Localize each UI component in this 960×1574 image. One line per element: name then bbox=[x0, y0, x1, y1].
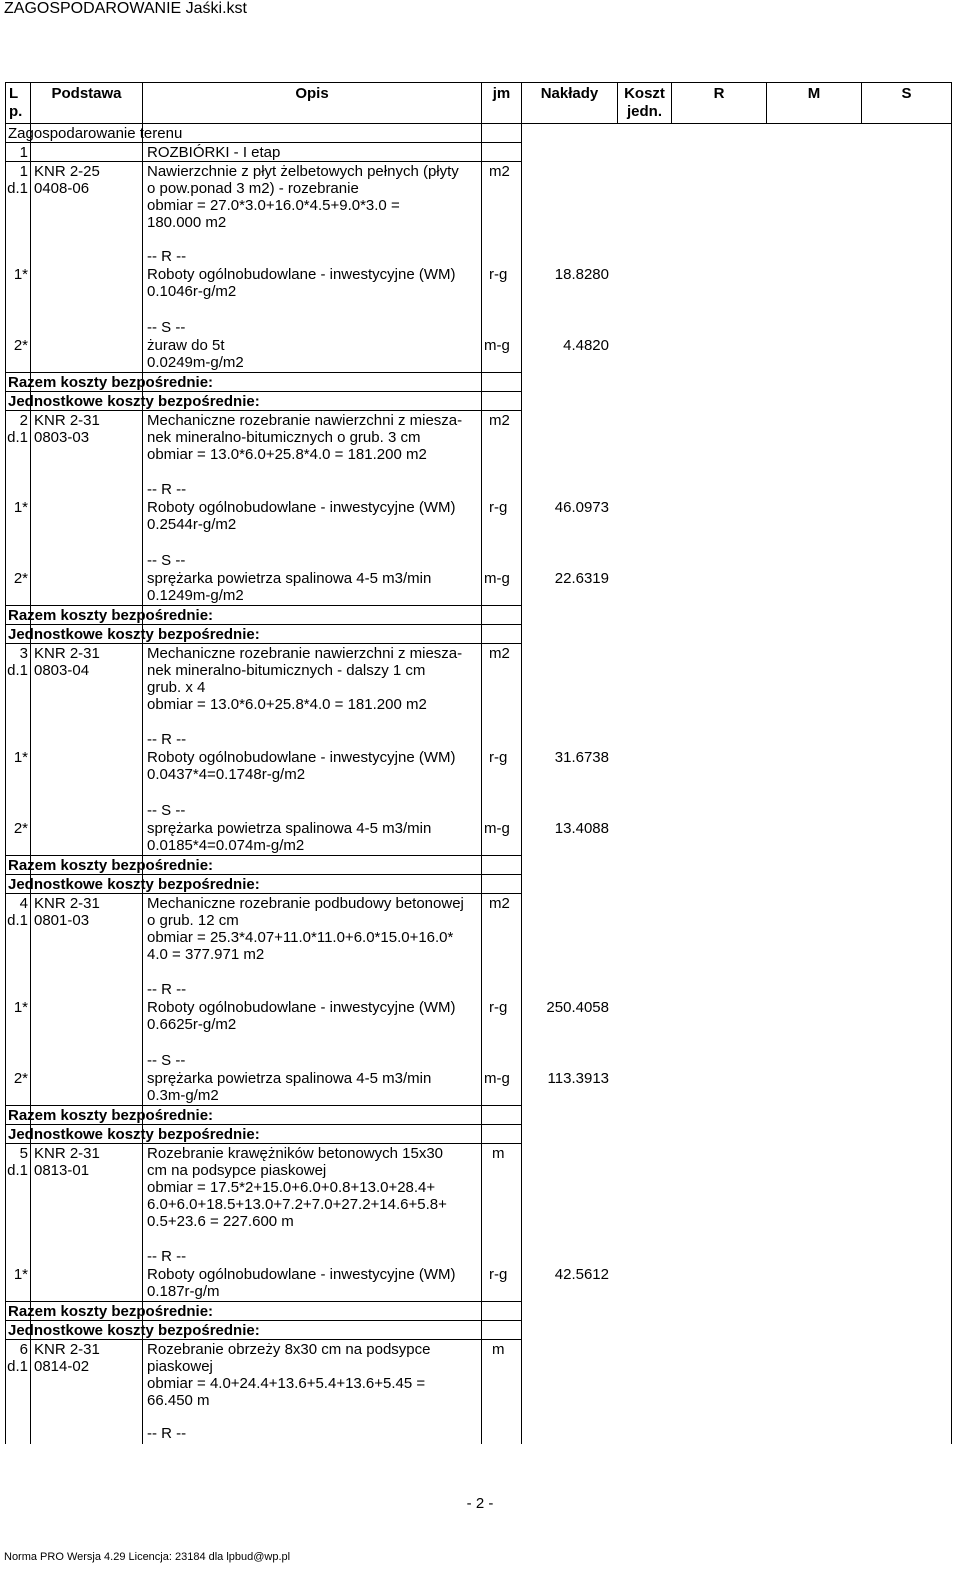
position-number: 3 bbox=[19, 645, 28, 662]
row-divider bbox=[6, 1339, 521, 1340]
position-d: d.1 bbox=[7, 429, 28, 446]
position-basis: KNR 2-31 bbox=[34, 645, 100, 662]
r-lp: 1* bbox=[13, 266, 28, 283]
s-unit: m-g bbox=[484, 820, 510, 837]
position-description: obmiar = 13.0*6.0+25.8*4.0 = 181.200 m2 bbox=[147, 446, 427, 463]
jednostkowe-label: Jednostkowe koszty bezpośrednie: bbox=[8, 1126, 260, 1143]
position-description: Rozebranie krawężników betonowych 15x30 bbox=[147, 1145, 444, 1162]
row-divider bbox=[6, 1124, 521, 1125]
header-r: R bbox=[713, 85, 725, 102]
row-divider bbox=[6, 391, 521, 392]
position-basis-code: 0803-04 bbox=[34, 662, 90, 679]
r-lp: 1* bbox=[13, 999, 28, 1016]
r-unit: r-g bbox=[489, 266, 508, 283]
r-norm: 0.6625r-g/m2 bbox=[147, 1016, 237, 1033]
position-description: Nawierzchnie z płyt żelbetowych pełnych (płyty bbox=[147, 163, 459, 180]
section-stage: ROZBIÓRKI - I etap bbox=[147, 144, 281, 161]
jednostkowe-label: Jednostkowe koszty bezpośrednie: bbox=[8, 876, 260, 893]
position-description: cm na podsypce piaskowej bbox=[147, 1162, 327, 1179]
s-naklady: 4.4820 bbox=[563, 337, 609, 354]
row-divider bbox=[6, 1301, 521, 1302]
s-lp: 2* bbox=[13, 1070, 28, 1087]
header-koszt-2: jedn. bbox=[626, 103, 662, 120]
row-divider bbox=[6, 1320, 521, 1321]
position-description: o grub. 12 cm bbox=[147, 912, 239, 929]
r-name: Roboty ogólnobudowlane - inwestycyjne (WM) bbox=[147, 266, 456, 283]
r-lp: 1* bbox=[13, 499, 28, 516]
row-divider bbox=[6, 874, 521, 875]
r-naklady: 18.8280 bbox=[554, 266, 609, 283]
position-description: 6.0+6.0+18.5+13.0+7.2+7.0+27.2+14.6+5.8+ bbox=[147, 1196, 447, 1213]
razem-label: Razem koszty bezpośrednie: bbox=[8, 607, 214, 624]
row-divider bbox=[6, 372, 521, 373]
row-divider bbox=[6, 1105, 521, 1106]
position-unit: m2 bbox=[489, 163, 510, 180]
position-description: 0.5+23.6 = 227.600 m bbox=[147, 1213, 294, 1230]
r-norm: 0.187r-g/m bbox=[147, 1283, 220, 1300]
r-unit: r-g bbox=[489, 999, 508, 1016]
s-unit: m-g bbox=[484, 1070, 510, 1087]
r-norm: 0.0437*4=0.1748r-g/m2 bbox=[147, 766, 306, 783]
s-lp: 2* bbox=[13, 820, 28, 837]
s-marker: -- S -- bbox=[147, 319, 186, 336]
r-lp: 1* bbox=[13, 749, 28, 766]
position-description: obmiar = 4.0+24.4+13.6+5.4+13.6+5.45 = bbox=[147, 1375, 426, 1392]
r-unit: r-g bbox=[489, 499, 508, 516]
header-jm: jm bbox=[492, 85, 511, 102]
s-name: sprężarka powietrza spalinowa 4-5 m3/min bbox=[147, 570, 432, 587]
position-unit: m2 bbox=[489, 645, 510, 662]
row-divider bbox=[6, 855, 521, 856]
r-naklady: 250.4058 bbox=[546, 999, 609, 1016]
row-divider bbox=[6, 410, 521, 411]
position-basis: KNR 2-31 bbox=[34, 1145, 100, 1162]
r-naklady: 46.0973 bbox=[554, 499, 609, 516]
jednostkowe-label: Jednostkowe koszty bezpośrednie: bbox=[8, 626, 260, 643]
position-description: Rozebranie obrzeży 8x30 cm na podsypce bbox=[147, 1341, 431, 1358]
document-title: ZAGOSPODAROWANIE Jaśki.kst bbox=[4, 0, 247, 17]
cost-estimate-table bbox=[5, 82, 952, 1444]
position-description: 66.450 m bbox=[147, 1392, 210, 1409]
row-divider bbox=[6, 605, 521, 606]
s-norm: 0.3m-g/m2 bbox=[147, 1087, 219, 1104]
position-d: d.1 bbox=[7, 662, 28, 679]
position-number: 5 bbox=[19, 1145, 28, 1162]
s-naklady: 113.3913 bbox=[547, 1070, 609, 1087]
page-number: - 2 - bbox=[466, 1495, 494, 1512]
r-marker: -- R -- bbox=[147, 1248, 187, 1265]
s-unit: m-g bbox=[484, 570, 510, 587]
s-lp: 2* bbox=[13, 337, 28, 354]
r-marker: -- R -- bbox=[147, 481, 187, 498]
s-norm: 0.1249m-g/m2 bbox=[147, 587, 244, 604]
position-description: obmiar = 17.5*2+15.0+6.0+0.8+13.0+28.4+ bbox=[147, 1179, 436, 1196]
section-title: Zagospodarowanie terenu bbox=[8, 125, 183, 142]
header-opis: Opis bbox=[295, 85, 329, 102]
r-unit: r-g bbox=[489, 1266, 508, 1283]
s-marker: -- S -- bbox=[147, 802, 186, 819]
r-name: Roboty ogólnobudowlane - inwestycyjne (WM) bbox=[147, 1266, 456, 1283]
row-divider bbox=[6, 142, 521, 143]
position-description: grub. x 4 bbox=[147, 679, 206, 696]
s-name: sprężarka powietrza spalinowa 4-5 m3/min bbox=[147, 1070, 432, 1087]
razem-label: Razem koszty bezpośrednie: bbox=[8, 1303, 214, 1320]
position-description: piaskowej bbox=[147, 1358, 213, 1375]
position-description: o pow.ponad 3 m2) - rozebranie bbox=[147, 180, 359, 197]
r-lp: 1* bbox=[13, 1266, 28, 1283]
s-naklady: 22.6319 bbox=[554, 570, 609, 587]
position-number: 2 bbox=[19, 412, 28, 429]
position-basis-code: 0801-03 bbox=[34, 912, 90, 929]
software-footer: Norma PRO Wersja 4.29 Licencja: 23184 dla lpbud@wp.pl bbox=[4, 1551, 291, 1563]
position-basis-code: 0408-06 bbox=[34, 180, 90, 197]
header-koszt: Koszt bbox=[624, 85, 665, 102]
header-s: S bbox=[901, 85, 912, 102]
r-norm: 0.2544r-g/m2 bbox=[147, 516, 237, 533]
position-unit: m bbox=[492, 1341, 505, 1358]
position-d: d.1 bbox=[7, 1162, 28, 1179]
header-naklady: Nakłady bbox=[540, 85, 599, 102]
position-basis-code: 0813-01 bbox=[34, 1162, 90, 1179]
s-unit: m-g bbox=[484, 337, 510, 354]
column-divider bbox=[481, 82, 482, 1444]
row-divider bbox=[6, 893, 521, 894]
position-description: Mechaniczne rozebranie nawierzchni z miesza- bbox=[147, 645, 463, 662]
position-description: 4.0 = 377.971 m2 bbox=[147, 946, 265, 963]
position-basis-code: 0803-03 bbox=[34, 429, 90, 446]
position-description: obmiar = 13.0*6.0+25.8*4.0 = 181.200 m2 bbox=[147, 696, 427, 713]
r-name: Roboty ogólnobudowlane - inwestycyjne (WM) bbox=[147, 749, 456, 766]
r-name: Roboty ogólnobudowlane - inwestycyjne (WM) bbox=[147, 999, 456, 1016]
row-divider bbox=[6, 161, 521, 162]
razem-label: Razem koszty bezpośrednie: bbox=[8, 1107, 214, 1124]
position-basis-code: 0814-02 bbox=[34, 1358, 90, 1375]
position-description: Mechaniczne rozebranie nawierzchni z miesza- bbox=[147, 412, 463, 429]
section-number: 1 bbox=[19, 144, 28, 161]
header-top-border bbox=[6, 82, 951, 83]
position-d: d.1 bbox=[7, 912, 28, 929]
column-divider bbox=[142, 82, 143, 1444]
r-marker: -- R -- bbox=[147, 731, 187, 748]
header-bottom-border bbox=[6, 123, 951, 124]
r-marker: -- R -- bbox=[147, 248, 187, 265]
s-norm: 0.0249m-g/m2 bbox=[147, 354, 244, 371]
position-description: 180.000 m2 bbox=[147, 214, 227, 231]
position-number: 6 bbox=[19, 1341, 28, 1358]
jednostkowe-label: Jednostkowe koszty bezpośrednie: bbox=[8, 393, 260, 410]
position-description: nek mineralno-bitumicznych o grub. 3 cm bbox=[147, 429, 421, 446]
r-naklady: 31.6738 bbox=[554, 749, 609, 766]
position-number: 4 bbox=[19, 895, 28, 912]
position-unit: m2 bbox=[489, 412, 510, 429]
header-podstawa: Podstawa bbox=[51, 85, 122, 102]
header-lp: L bbox=[9, 85, 19, 102]
header-lp-2: p. bbox=[9, 103, 23, 120]
position-unit: m bbox=[492, 1145, 505, 1162]
razem-label: Razem koszty bezpośrednie: bbox=[8, 857, 214, 874]
position-basis: KNR 2-31 bbox=[34, 412, 100, 429]
position-description: Mechaniczne rozebranie podbudowy betonowej bbox=[147, 895, 464, 912]
s-naklady: 13.4088 bbox=[554, 820, 609, 837]
position-basis: KNR 2-31 bbox=[34, 895, 100, 912]
s-lp: 2* bbox=[13, 570, 28, 587]
column-divider bbox=[30, 82, 31, 1444]
position-description: nek mineralno-bitumicznych - dalszy 1 cm bbox=[147, 662, 426, 679]
r-name: Roboty ogólnobudowlane - inwestycyjne (WM) bbox=[147, 499, 456, 516]
position-description: obmiar = 25.3*4.07+11.0*11.0+6.0*15.0+16.0* bbox=[147, 929, 454, 946]
s-marker: -- S -- bbox=[147, 552, 186, 569]
r-unit: r-g bbox=[489, 749, 508, 766]
position-d: d.1 bbox=[7, 180, 28, 197]
position-basis: KNR 2-31 bbox=[34, 1341, 100, 1358]
jednostkowe-label: Jednostkowe koszty bezpośrednie: bbox=[8, 1322, 260, 1339]
row-divider bbox=[6, 1143, 521, 1144]
s-name: żuraw do 5t bbox=[147, 337, 225, 354]
razem-label: Razem koszty bezpośrednie: bbox=[8, 374, 214, 391]
position-number: 1 bbox=[19, 163, 28, 180]
header-m: M bbox=[807, 85, 821, 102]
position-unit: m2 bbox=[489, 895, 510, 912]
r-marker: -- R -- bbox=[147, 981, 187, 998]
position-basis: KNR 2-25 bbox=[34, 163, 100, 180]
row-divider bbox=[6, 624, 521, 625]
r-norm: 0.1046r-g/m2 bbox=[147, 283, 237, 300]
r-marker: -- R -- bbox=[147, 1425, 187, 1442]
r-naklady: 42.5612 bbox=[554, 1266, 609, 1283]
s-marker: -- S -- bbox=[147, 1052, 186, 1069]
row-divider bbox=[6, 643, 521, 644]
s-name: sprężarka powietrza spalinowa 4-5 m3/min bbox=[147, 820, 432, 837]
position-description: obmiar = 27.0*3.0+16.0*4.5+9.0*3.0 = bbox=[147, 197, 400, 214]
s-norm: 0.0185*4=0.074m-g/m2 bbox=[147, 837, 305, 854]
position-d: d.1 bbox=[7, 1358, 28, 1375]
